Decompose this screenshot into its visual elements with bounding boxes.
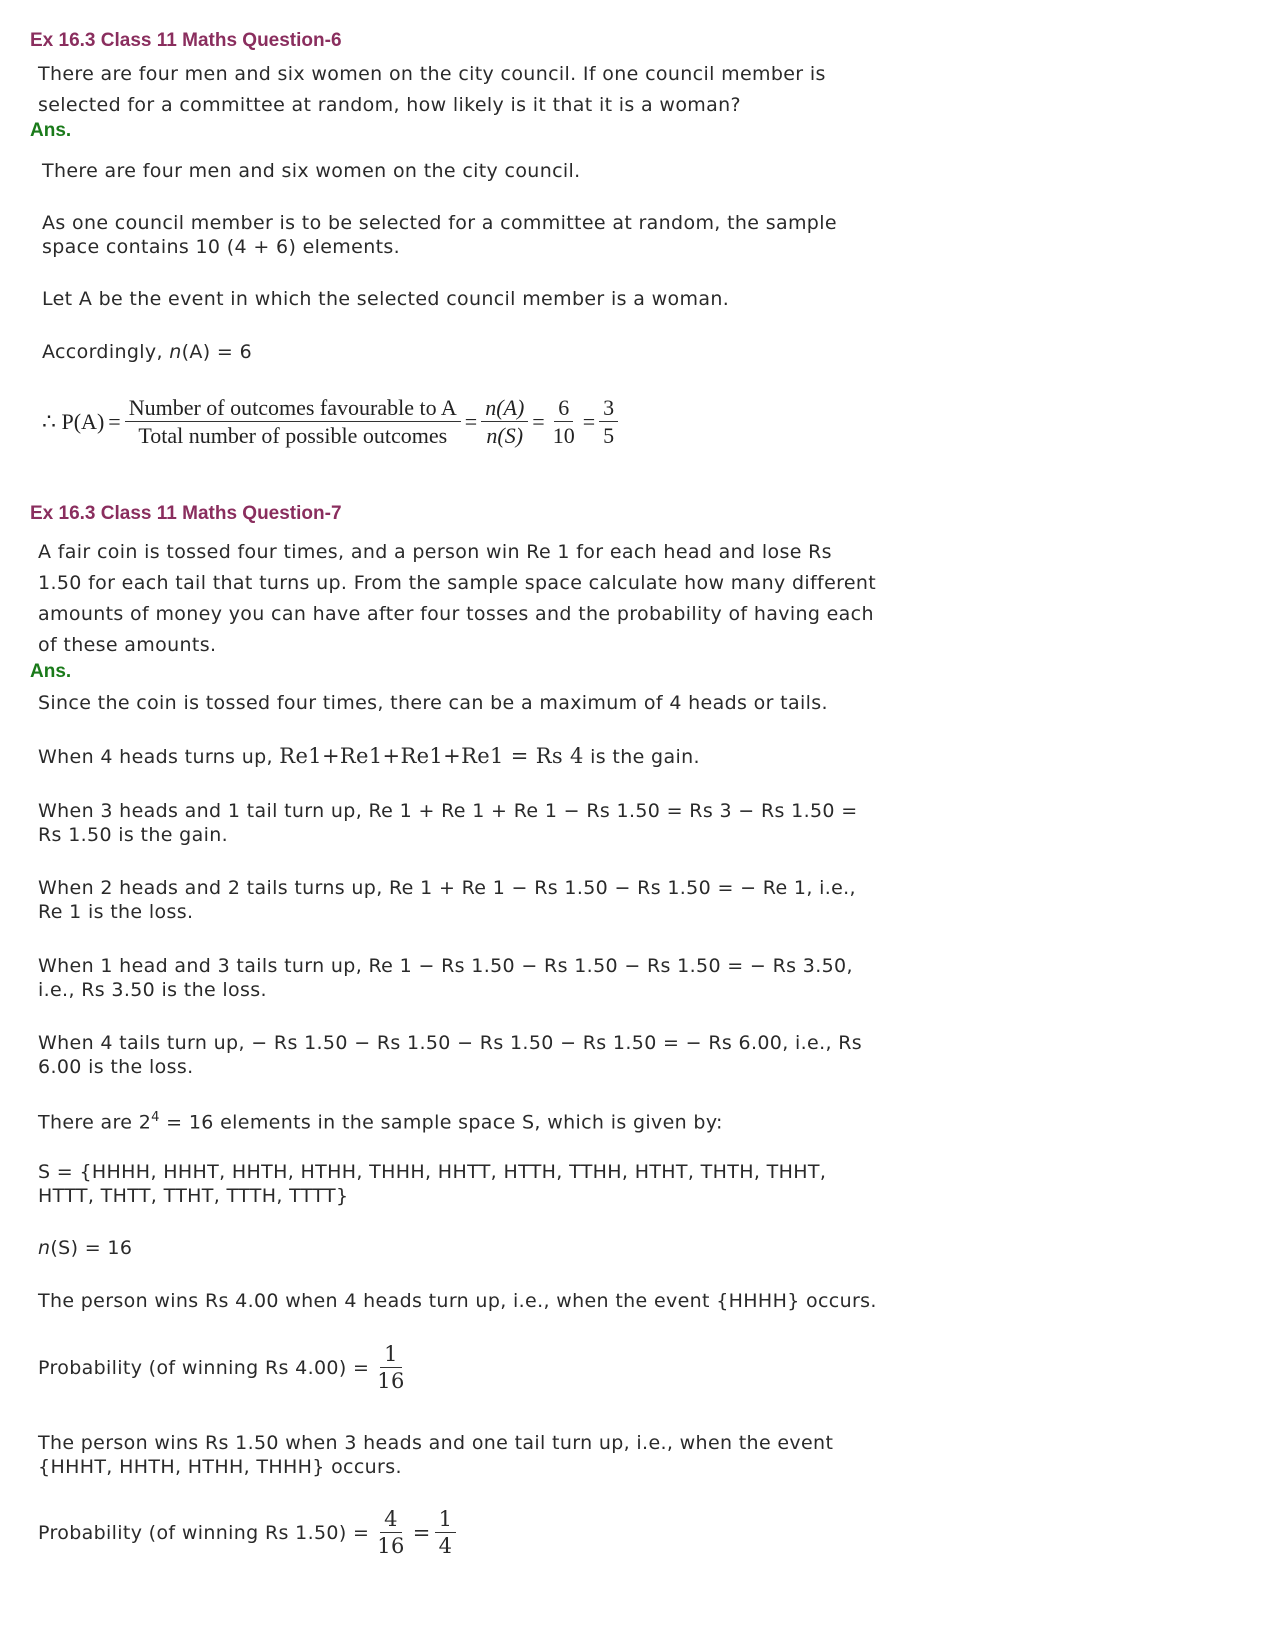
answer-line: Re 1 is the loss. [38, 901, 194, 923]
text-suffix: = 16 elements in the sample space S, which is given by: [159, 1111, 723, 1134]
fraction [599, 396, 618, 448]
answer-line: HTTT, THTT, TTHT, TTTH, TTTT} [38, 1185, 349, 1207]
equals-sign: = [412, 1521, 431, 1546]
answer-paragraph: The person wins Rs 4.00 when 4 heads turn up, i.e., when the event {HHHH} occurs. [38, 1290, 877, 1312]
answer-line: When 1 head and 3 tails turn up, Re 1 − Rs 1.50 − Rs 1.50 − Rs 1.50 = − Rs 3.50, [38, 955, 853, 977]
fraction [435, 1508, 457, 1558]
question-line: of these amounts. [38, 634, 217, 656]
question-7-title: Ex 16.3 Class 11 Maths Question-7 [30, 503, 342, 524]
answer-line: As one council member is to be selected for a committee at random, the sample [42, 212, 837, 234]
denominator: Total number of possible outcomes [138, 423, 448, 449]
answer-line: i.e., Rs 3.50 is the loss. [38, 979, 267, 1001]
question-6-title: Ex 16.3 Class 11 Maths Question-6 [30, 30, 342, 51]
numerator: 1 [435, 1508, 457, 1533]
question-line: There are four men and six women on the city council. If one council member is [38, 63, 826, 85]
fraction [549, 396, 579, 448]
text-prefix: Accordingly, [42, 341, 170, 363]
text-suffix: is the gain. [583, 746, 700, 768]
probability-line [38, 1343, 409, 1393]
fraction [481, 396, 528, 448]
question-line: 1.50 for each tail that turns up. From the sample space calculate how many different [38, 572, 877, 594]
exponent: 4 [151, 1110, 160, 1125]
denominator: 16 [377, 1369, 405, 1394]
answer-paragraph: There are four men and six women on the city council. [42, 160, 581, 182]
answer-paragraph [42, 340, 252, 364]
answer-paragraph [38, 876, 856, 924]
n-symbol: n [38, 1237, 51, 1259]
answer-line: When 2 heads and 2 tails turns up, Re 1 + Re 1 − Rs 1.50 − Rs 1.50 = − Re 1, i.e., [38, 877, 856, 899]
text-prefix: When 4 heads turns up, [38, 746, 280, 768]
sample-space-set [38, 1160, 826, 1208]
numerator: Number of outcomes favourable to A [125, 396, 461, 422]
denominator: 4 [438, 1534, 453, 1559]
denominator: 10 [552, 423, 575, 449]
fraction [373, 1343, 408, 1393]
probability-label: Probability (of winning Rs 1.50) = [38, 1522, 370, 1545]
numerator: 3 [599, 396, 618, 422]
denominator: 16 [377, 1534, 405, 1559]
answer-paragraph [38, 1031, 862, 1079]
answer-label: Ans. [30, 120, 72, 141]
question-line: selected for a committee at random, how likely is it that it is a woman? [38, 94, 741, 116]
fraction [373, 1508, 408, 1558]
fraction [125, 396, 461, 448]
answer-line: space contains 10 (4 + 6) elements. [42, 236, 401, 258]
denominator: n(S) [486, 423, 524, 449]
answer-label: Ans. [30, 661, 72, 682]
numerator: 1 [380, 1343, 402, 1368]
equals-sign: = [532, 409, 545, 435]
equals-sign: = [582, 409, 596, 435]
equation-lhs: ∴ P(A) [42, 409, 105, 435]
answer-line: When 3 heads and 1 tail turn up, Re 1 + Re 1 + Re 1 − Rs 1.50 = Rs 3 − Rs 1.50 = [38, 800, 858, 822]
numerator: 4 [380, 1508, 402, 1533]
equals-sign: = [464, 409, 478, 435]
numerator: n(A) [481, 396, 528, 422]
question-line: A fair coin is tossed four times, and a person win Re 1 for each head and lose Rs [38, 541, 832, 563]
answer-line: The person wins Rs 1.50 when 3 heads and one tail turn up, i.e., when the event [38, 1432, 834, 1454]
answer-paragraph [38, 954, 853, 1002]
n-symbol: n [169, 341, 182, 363]
probability-label: Probability (of winning Rs 4.00) = [38, 1357, 370, 1380]
text-prefix: There are 2 [38, 1111, 152, 1134]
answer-paragraph [42, 211, 837, 259]
answer-paragraph: Since the coin is tossed four times, there can be a maximum of 4 heads or tails. [38, 692, 828, 714]
equals-sign: = [108, 409, 121, 435]
answer-paragraph [38, 744, 700, 769]
answer-paragraph: Let A be the event in which the selected council member is a woman. [42, 288, 730, 310]
denominator: 5 [603, 423, 615, 449]
answer-paragraph [38, 799, 858, 847]
answer-paragraph [38, 1431, 833, 1479]
answer-line: {HHHT, HHTH, HTHH, THHH} occurs. [38, 1456, 402, 1478]
answer-line: When 4 tails turn up, − Rs 1.50 − Rs 1.50 − Rs 1.50 − Rs 1.50 = − Rs 6.00, i.e., Rs [38, 1032, 863, 1054]
answer-paragraph [38, 1106, 723, 1134]
probability-equation [42, 396, 618, 448]
answer-paragraph [38, 1236, 132, 1260]
math-expression: Re1+Re1+Re1+Re1 = Rs 4 [279, 744, 584, 768]
question-7-text [38, 537, 876, 661]
question-6-text [38, 59, 826, 121]
probability-line [38, 1508, 456, 1558]
question-line: amounts of money you can have after four tosses and the probability of having each [38, 603, 874, 625]
text-suffix: (S) = 16 [50, 1237, 133, 1259]
answer-line: Rs 1.50 is the gain. [38, 824, 228, 846]
answer-line: S = {HHHH, HHHT, HHTH, HTHH, THHH, HHTT, HTTH, TTHH, HTHT, THTH, THHT, [38, 1161, 827, 1183]
numerator: 6 [554, 396, 573, 422]
answer-line: 6.00 is the loss. [38, 1056, 194, 1078]
text-suffix: (A) = 6 [181, 341, 253, 363]
